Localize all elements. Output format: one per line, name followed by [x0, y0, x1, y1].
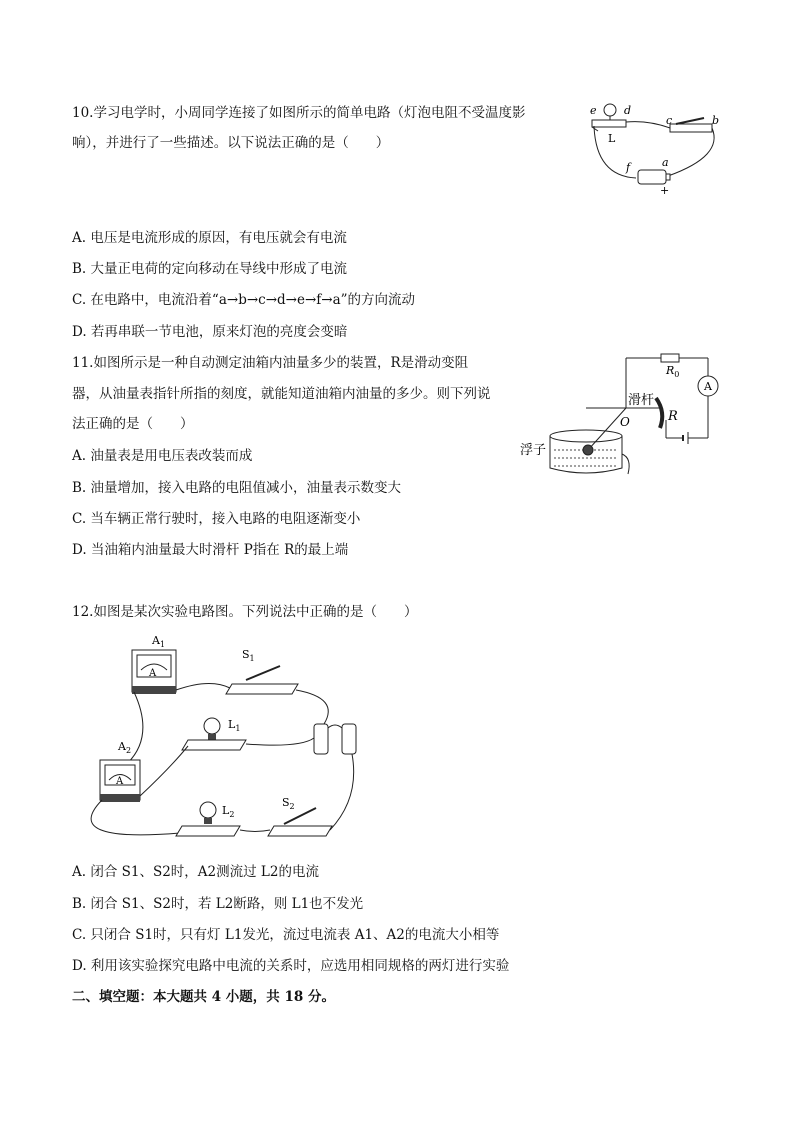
- q12-stem: 12.如图是某次实验电路图。下列说法中正确的是（ ）: [72, 604, 418, 620]
- label-f: f: [626, 161, 631, 174]
- q12-option-c: C. 只闭合 S1时，只有灯 L1发光，流过电流表 A1、A2的电流大小相等: [72, 927, 500, 943]
- q11-stem-line2: 器，从油量表指针所指的刻度，就能知道油箱内油量的多少。则下列说: [72, 386, 491, 402]
- label-A2: $A_2$: [118, 740, 132, 755]
- q11-oil-gauge-figure: [516, 350, 726, 480]
- q10-option-d: D. 若再串联一节电池，原来灯泡的亮度会变暗: [72, 324, 348, 340]
- q10-stem-line1: 10.学习电学时，小周同学连接了如图所示的简单电路（灯泡电阻不受温度影: [72, 105, 526, 121]
- label-R0: $R_0$: [666, 364, 680, 379]
- q10-option-c: C. 在电路中，电流沿着“a→b→c→d→e→f→a”的方向流动: [72, 292, 416, 308]
- label-O: O: [620, 415, 630, 429]
- q12-circuit-figure: [70, 628, 370, 853]
- label-e: e: [590, 104, 597, 117]
- label-S2: $S_2$: [282, 796, 295, 811]
- label-ammeter: A: [704, 380, 712, 393]
- label-A1: $A_1$: [152, 634, 166, 649]
- q10-option-a: A. 电压是电流形成的原因，有电压就会有电流: [72, 230, 347, 246]
- label-c: c: [666, 114, 673, 127]
- label-L1: $L_1$: [228, 718, 241, 733]
- q10-stem-line2: 响），并进行了一些描述。以下说法正确的是（ ）: [72, 135, 390, 151]
- q12-option-d: D. 利用该实验探究电路中电流的关系时，应选用相同规格的两灯进行实验: [72, 958, 510, 974]
- q10-circuit-figure: [586, 96, 726, 196]
- q11-stem-line1: 11.如图所示是一种自动测定油箱内油量多少的装置，R是滑动变阻: [72, 355, 469, 371]
- label-L: L: [608, 132, 616, 145]
- label-R: R: [668, 409, 678, 424]
- q11-option-c: C. 当车辆正常行驶时，接入电路的电阻逐渐变小: [72, 511, 361, 527]
- label-S1: $S_1$: [242, 648, 255, 663]
- label-float: 浮子: [520, 443, 547, 458]
- label-meter-A1: A: [149, 668, 157, 679]
- q11-stem-line3: 法正确的是（ ）: [72, 416, 194, 432]
- q12-option-a: A. 闭合 S1、S2时，A2测流过 L2的电流: [72, 864, 319, 880]
- q10-option-b: B. 大量正电荷的定向移动在导线中形成了电流: [72, 261, 348, 277]
- q11-option-b: B. 油量增加，接入电路的电阻值减小，油量表示数变大: [72, 480, 402, 496]
- label-L2: $L_2$: [222, 804, 235, 819]
- q11-option-a: A. 油量表是用电压表改装而成: [72, 448, 253, 464]
- q11-option-d: D. 当油箱内油量最大时滑杆 P指在 R的最上端: [72, 542, 349, 558]
- label-a: a: [662, 156, 669, 169]
- q12-option-b: B. 闭合 S1、S2时，若 L2断路，则 L1也不发光: [72, 896, 364, 912]
- section2-heading: 二、填空题：本大题共 4 小题，共 18 分。: [72, 989, 335, 1005]
- label-plus: +: [660, 184, 670, 196]
- label-d: d: [624, 104, 632, 117]
- label-meter-A2: A: [116, 776, 124, 787]
- label-b: b: [712, 114, 720, 127]
- label-slider: 滑杆: [628, 393, 655, 408]
